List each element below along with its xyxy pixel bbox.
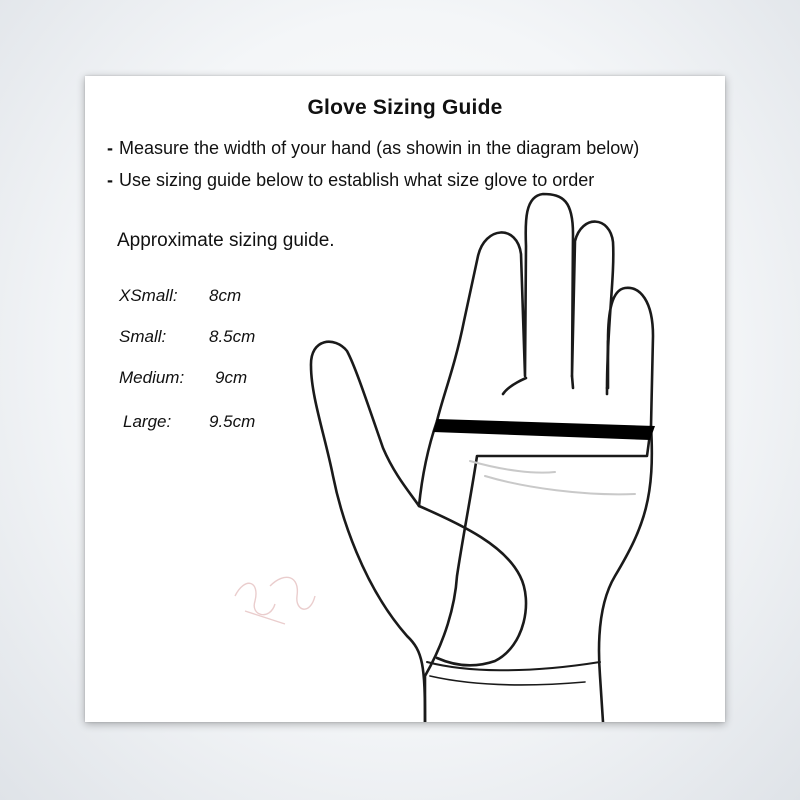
size-label: Large: [123, 412, 172, 431]
sizing-subheading: Approximate sizing guide. [117, 230, 335, 251]
page-title: Glove Sizing Guide [307, 96, 503, 119]
instruction-text: Measure the width of your hand (as showin in the diagram below) [119, 138, 640, 158]
size-value: 9.5cm [209, 412, 256, 431]
thumb-outline [311, 342, 437, 722]
size-label: XSmall: [119, 286, 178, 305]
instruction-item [107, 138, 639, 159]
sizing-guide-card [85, 76, 725, 722]
size-label: Small: [119, 327, 167, 346]
size-row-large [123, 412, 256, 432]
size-value: 9cm [215, 368, 248, 387]
size-row-medium [119, 368, 248, 388]
instruction-text: Use sizing guide below to establish what size glove to order [119, 170, 595, 190]
size-label: Medium: [119, 368, 185, 387]
bullet-dash: - [107, 138, 113, 158]
size-value: 8.5cm [209, 327, 256, 346]
size-row-xsmall [119, 286, 242, 306]
bullet-dash: - [107, 170, 113, 190]
measurement-band [433, 419, 655, 440]
size-value: 8cm [209, 286, 242, 305]
size-row-small [119, 327, 256, 347]
instruction-item [107, 170, 594, 191]
watermark-logo [235, 577, 315, 624]
hand-outline-icon [425, 194, 653, 722]
